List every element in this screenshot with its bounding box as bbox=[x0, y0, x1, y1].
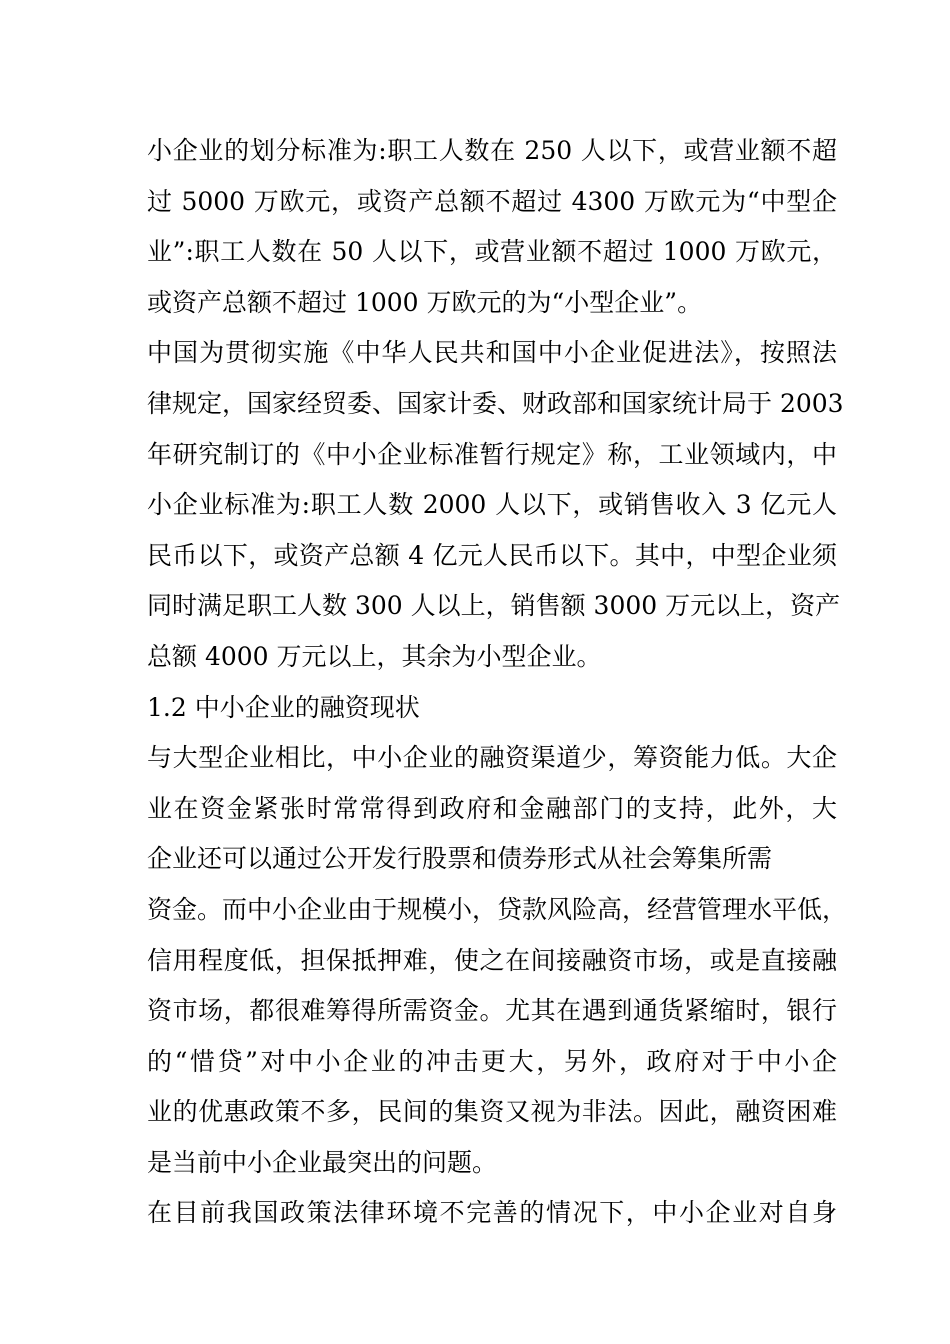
text-line: 中国为贯彻实施《中华人民共和国中小企业促进法》，按照法 bbox=[147, 338, 837, 368]
text-line: 资金。而中小企业由于规模小，贷款风险高，经营管理水平低， bbox=[147, 894, 848, 924]
text-line: 年研究制订的《中小企业标准暂行规定》称，工业领域内，中 bbox=[147, 439, 837, 469]
text-line: 在目前我国政策法律环境不完善的情况下，中小企业对自身 bbox=[147, 1198, 837, 1228]
text-line: 律规定，国家经贸委、国家计委、财政部和国家统计局于 2003 bbox=[147, 388, 844, 418]
text-line: 或资产总额不超过 1000 万欧元的为“小型企业”。 bbox=[147, 287, 703, 317]
text-line: 业”:职工人数在 50 人以下，或营业额不超过 1000 万欧元， bbox=[147, 237, 837, 267]
text-line: 同时满足职工人数 300 人以上，销售额 3000 万元以上，资产 bbox=[147, 591, 841, 621]
text-line: 企业还可以通过公开发行股票和债券形式从社会筹集所需 bbox=[147, 844, 773, 874]
body-text bbox=[147, 126, 848, 1239]
text-line: 信用程度低，担保抵押难，使之在间接融资市场，或是直接融 bbox=[147, 945, 837, 975]
text-line: 小企业的划分标准为:职工人数在 250 人以下，或营业额不超 bbox=[147, 136, 837, 165]
text-line: 是当前中小企业最突出的问题。 bbox=[147, 1147, 498, 1177]
text-line: 的“惜贷”对中小企业的冲击更大，另外，政府对于中小企 bbox=[147, 1046, 837, 1076]
text-line: 业的优惠政策不多，民间的集资又视为非法。因此，融资困难 bbox=[147, 1097, 837, 1127]
text-line: 与大型企业相比，中小企业的融资渠道少，筹资能力低。大企 bbox=[147, 743, 837, 773]
text-line: 民币以下，或资产总额 4 亿元人民币以下。其中，中型企业须 bbox=[147, 540, 837, 570]
text-line: 总额 4000 万元以上，其余为小型企业。 bbox=[147, 641, 602, 671]
text-line: 过 5000 万欧元，或资产总额不超过 4300 万欧元为“中型企 bbox=[147, 186, 837, 216]
text-line: 小企业标准为:职工人数 2000 人以下，或销售收入 3 亿元人 bbox=[147, 490, 837, 520]
text-line: 业在资金紧张时常常得到政府和金融部门的支持，此外，大 bbox=[147, 793, 837, 823]
text-line: 资市场，都很难筹得所需资金。尤其在遇到通货紧缩时，银行 bbox=[147, 996, 837, 1026]
section-heading: 1.2 中小企业的融资现状 bbox=[147, 692, 420, 722]
